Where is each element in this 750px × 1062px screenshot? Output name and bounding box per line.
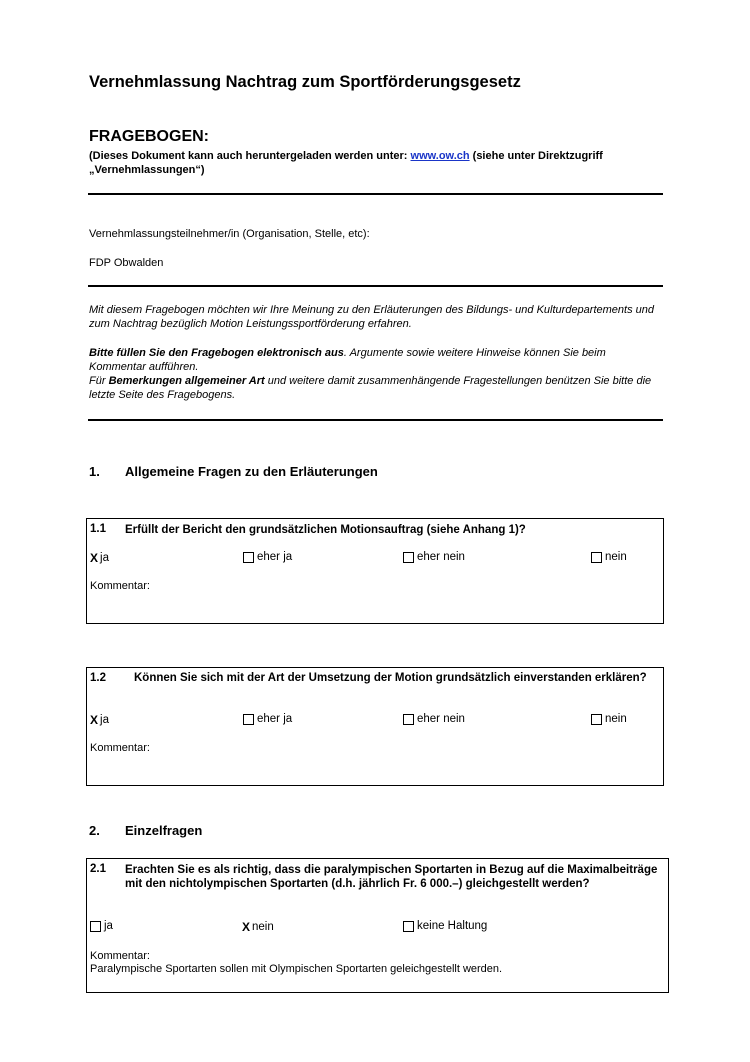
download-link[interactable]: www.ow.ch xyxy=(410,150,470,162)
intro-bold: Bitte füllen Sie den Fragebogen elektronisch aus xyxy=(89,347,344,359)
option-label: ja xyxy=(100,714,109,726)
section-number: 1. xyxy=(89,464,100,479)
comment-label: Kommentar: xyxy=(90,950,150,962)
option-eher-nein[interactable] xyxy=(403,551,465,563)
intro-bold-general: Bemerkungen allgemeiner Art xyxy=(108,375,265,387)
divider xyxy=(88,193,663,195)
comment-text: Paralympische Sportarten sollen mit Olympischen Sportarten geleichgestellt werden. xyxy=(90,963,503,975)
section-title: Einzelfragen xyxy=(125,823,203,838)
participant-label: Vernehmlassungsteilnehmer/in (Organisation, Stelle, etc): xyxy=(89,228,370,240)
section-number: 2. xyxy=(89,823,100,838)
comment-label: Kommentar: xyxy=(90,580,150,592)
checkbox-icon[interactable] xyxy=(403,714,414,725)
download-note xyxy=(89,149,664,177)
question-1-2-box xyxy=(86,667,664,786)
option-nein[interactable] xyxy=(591,551,627,563)
option-label: nein xyxy=(605,713,627,725)
intro-instructions xyxy=(89,346,661,402)
x-mark: X xyxy=(242,920,251,934)
x-mark: X xyxy=(90,713,99,727)
option-label: eher nein xyxy=(417,551,465,563)
option-label: ja xyxy=(104,920,113,932)
comment-label: Kommentar: xyxy=(90,742,150,754)
question-text: Erfüllt der Bericht den grundsätzlichen Motionsauftrag (siehe Anhang 1)? xyxy=(125,524,526,536)
option-label: eher ja xyxy=(257,713,293,725)
option-ja[interactable] xyxy=(90,920,113,932)
option-ja[interactable] xyxy=(90,713,109,727)
option-label: ja xyxy=(100,552,109,564)
checkbox-icon[interactable] xyxy=(591,552,602,563)
questionnaire-heading: FRAGEBOGEN: xyxy=(89,128,209,145)
question-text: Können Sie sich mit der Art der Umsetzung der Motion grundsätzlich einverstanden erklären? xyxy=(134,672,647,684)
intro-rest-general: und weitere damit zusammenhängende Fragestellungen benützen Sie bitte die letzte Seite des Fragebogens. xyxy=(89,375,652,401)
option-keine-haltung[interactable] xyxy=(403,920,487,932)
option-eher-ja[interactable] xyxy=(243,551,292,563)
x-mark: X xyxy=(90,551,99,565)
question-1-1-box xyxy=(86,518,664,624)
download-prefix: (Dieses Dokument kann auch heruntergeladen werden unter: xyxy=(89,150,411,162)
question-2-1-box xyxy=(86,858,669,993)
download-suffix: (siehe unter Direktzugriff „Vernehmlassungen“) xyxy=(89,150,603,176)
intro-paragraph: Mit diesem Fragebogen möchten wir Ihre Meinung zu den Erläuterungen des Bildungs- und Kulturdepartements und zum Nachtrag bezüglich Motion Leistungssportförderung erfahren. xyxy=(89,304,654,330)
option-nein[interactable] xyxy=(242,920,274,934)
divider xyxy=(88,419,663,421)
option-label: eher nein xyxy=(417,713,465,725)
intro-rest: . Argumente sowie weitere Hinweise können Sie beim Kommentar aufführen. xyxy=(89,347,606,373)
checkbox-icon[interactable] xyxy=(90,921,101,932)
option-label: eher ja xyxy=(257,551,293,563)
checkbox-icon[interactable] xyxy=(403,921,414,932)
option-label: nein xyxy=(605,551,627,563)
question-number: 1.1 xyxy=(90,523,106,535)
checkbox-icon[interactable] xyxy=(403,552,414,563)
divider xyxy=(88,285,663,287)
section-2-heading xyxy=(89,823,202,838)
participant-value: FDP Obwalden xyxy=(89,257,164,269)
section-1-heading xyxy=(89,464,378,479)
option-eher-ja[interactable] xyxy=(243,713,292,725)
option-label: keine Haltung xyxy=(417,920,488,932)
option-nein[interactable] xyxy=(591,713,627,725)
question-number: 2.1 xyxy=(90,863,106,875)
document-title: Vernehmlassung Nachtrag zum Sportförderungsgesetz xyxy=(89,73,521,91)
option-label: nein xyxy=(252,921,274,933)
question-text: Erachten Sie es als richtig, dass die paralympischen Sportarten in Bezug auf die Maximalbeiträge mit den nichtolympischen Sportarten (d.h. jährlich Fr. 6 000.–) gleichgestellt werden? xyxy=(125,864,658,890)
checkbox-icon[interactable] xyxy=(243,552,254,563)
checkbox-icon[interactable] xyxy=(243,714,254,725)
question-number: 1.2 xyxy=(90,672,106,684)
section-title: Allgemeine Fragen zu den Erläuterungen xyxy=(125,464,378,479)
checkbox-icon[interactable] xyxy=(591,714,602,725)
intro-pre: Für xyxy=(89,375,109,387)
option-eher-nein[interactable] xyxy=(403,713,465,725)
option-ja[interactable] xyxy=(90,551,109,565)
